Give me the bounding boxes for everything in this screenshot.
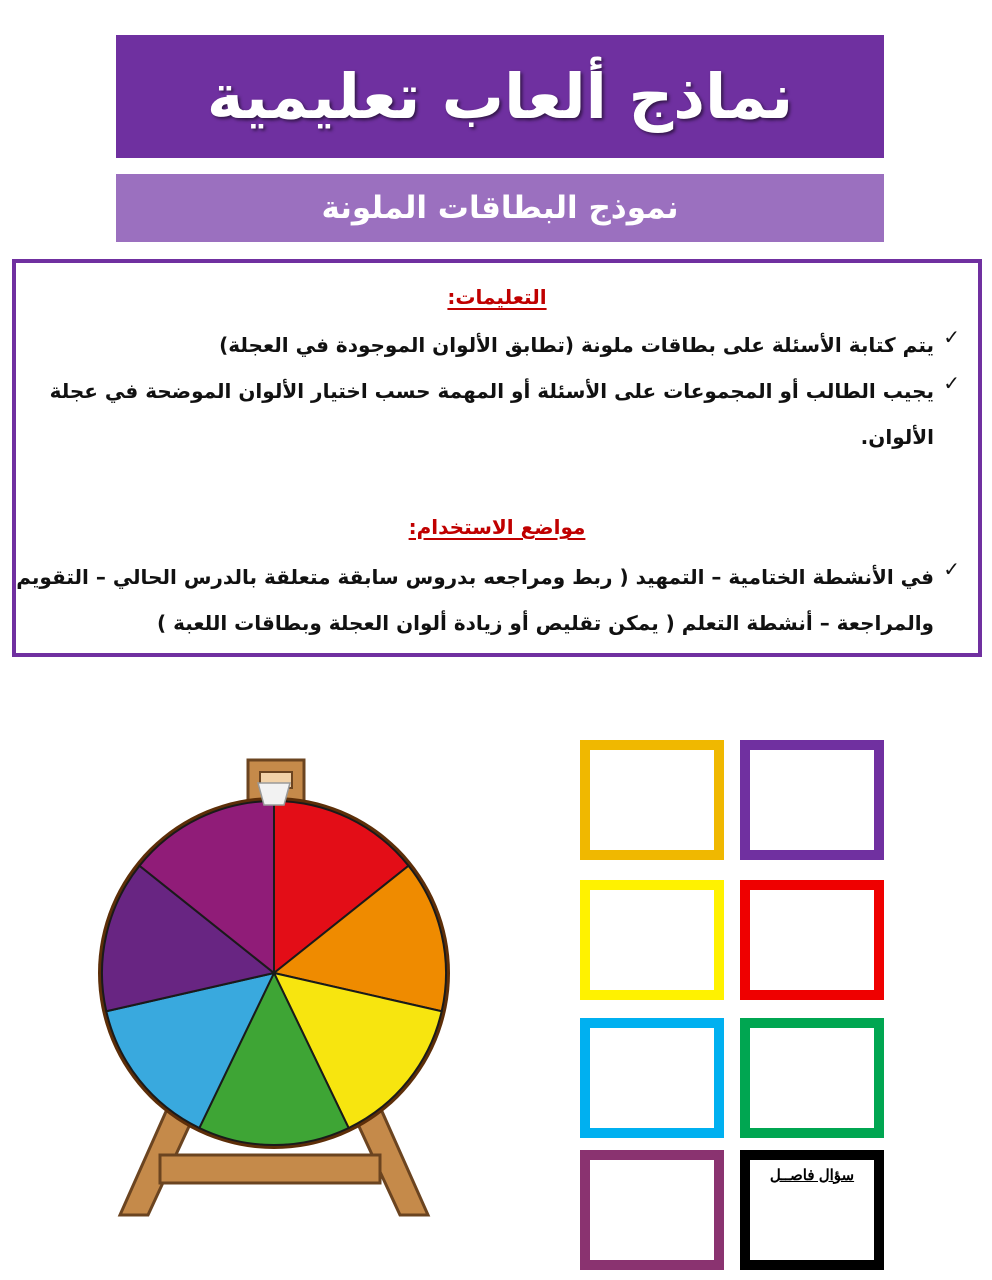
check-icon: ✓ <box>943 557 960 581</box>
usage-heading: مواضع الاستخدام: <box>408 515 586 539</box>
usage-line-1: في الأنشطة الختامية – التمهيد ( ربط ومراجعه بدروس سابقة متعلقة بالدرس الحالي – التقويم <box>16 565 934 589</box>
wheel-pointer-icon <box>258 783 290 805</box>
check-icon: ✓ <box>943 325 960 349</box>
instruction-item-2-line-2: الألوان. <box>860 425 934 449</box>
instruction-item-1: يتم كتابة الأسئلة على بطاقات ملونة (تطابق الألوان الموجودة في العجلة) <box>219 333 934 357</box>
card-yellow <box>580 880 724 1000</box>
usage-line-2: والمراجعة – أنشطة التعلم ( يمكن تقليص أو زيادة ألوان العجلة وبطاقات اللعبة ) <box>156 611 934 635</box>
card-red <box>740 880 884 1000</box>
instruction-item-2-line-1: يجيب الطالب أو المجموعات على الأسئلة أو المهمة حسب اختيار الألوان الموضحة في عجلة <box>49 379 934 403</box>
card-green <box>740 1018 884 1138</box>
bonus-question-label: سؤال فاصــل <box>769 1167 855 1184</box>
wheel-segments <box>102 801 446 1145</box>
instructions-box <box>12 259 982 657</box>
card-blue <box>580 1018 724 1138</box>
page-subtitle: نموذج البطاقات الملونة <box>116 174 884 242</box>
card-plum <box>580 1150 724 1270</box>
card-orange <box>580 740 724 860</box>
card-black <box>740 1150 884 1270</box>
color-wheel-illustration <box>60 745 480 1225</box>
card-purple <box>740 740 884 860</box>
check-icon: ✓ <box>943 371 960 395</box>
page-title: نماذج ألعاب تعليمية <box>116 35 884 158</box>
instructions-heading: التعليمات: <box>447 285 547 309</box>
